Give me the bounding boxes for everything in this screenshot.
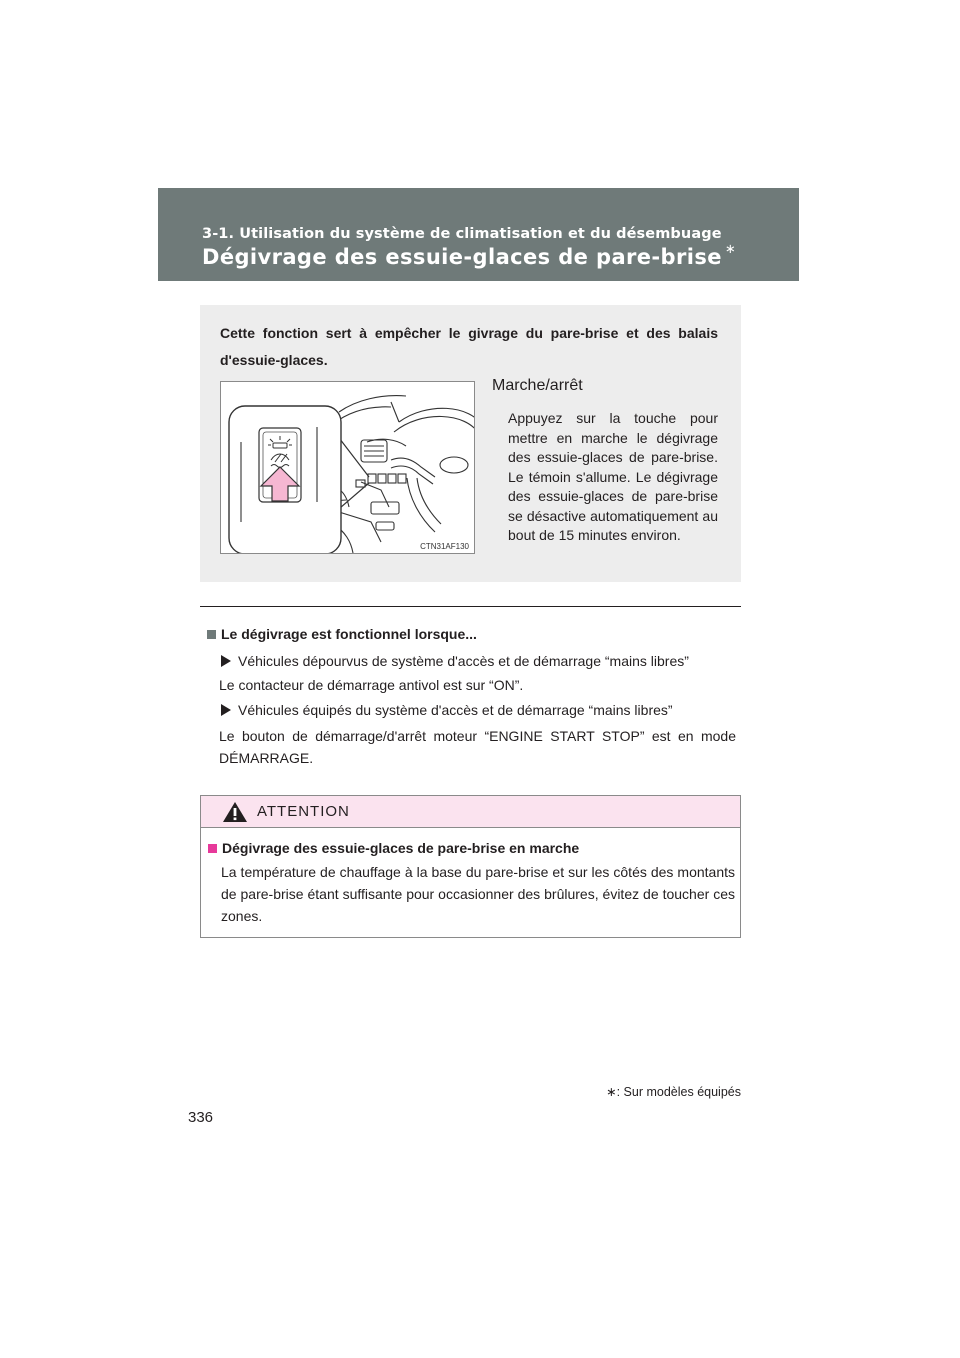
note-detail-2: Le bouton de démarrage/d'arrêt moteur “ENGINE START STOP” est en mode DÉMARRAGE. xyxy=(219,728,736,766)
mode-title: Marche/arrêt xyxy=(492,377,583,394)
intro-text: Cette fonction sert à empêcher le givrage du pare-brise et des balais d'essuie-glaces. xyxy=(220,325,718,368)
section-title: 3-1. Utilisation du système de climatisation et du désembuage xyxy=(202,226,722,242)
caution-box xyxy=(200,795,741,938)
dashboard-drawing xyxy=(221,382,474,553)
caution-title xyxy=(208,840,579,856)
caution-body: La température de chauffage à la base du pare-brise et sur les côtés des montants de pare-brise étant suffisante pour occasionner des brûlures, évitez de toucher ces zones. xyxy=(221,864,735,924)
note-heading-text: Le dégivrage est fonctionnel lorsque... xyxy=(221,626,477,642)
footnote: ∗: Sur modèles équipés xyxy=(606,1085,741,1099)
triangle-bullet-icon xyxy=(221,655,231,667)
note-condition-1: Véhicules dépourvus de système d'accès et de démarrage “mains libres” xyxy=(221,650,738,672)
divider xyxy=(200,606,741,607)
defroster-switch-illustration xyxy=(220,381,475,554)
square-bullet-icon xyxy=(207,630,216,639)
figure-code: CTN31AF130 xyxy=(420,542,469,551)
page-title xyxy=(202,242,737,269)
note-detail-1: Le contacteur de démarrage antivol est sur “ON”. xyxy=(219,677,524,693)
title-footnote-mark: ∗ xyxy=(724,242,737,257)
caution-header xyxy=(201,796,740,828)
mode-description: Appuyez sur la touche pour mettre en marche le dégivrage des essuie-glaces de pare-brise. Le témoin s'allume. Le dégivrage des essuie-glaces de pare-brise se désactive automatiquement au bout de 15 minutes environ. xyxy=(508,410,718,543)
caution-label: ATTENTION xyxy=(257,803,350,820)
caution-title-text: Dégivrage des essuie-glaces de pare-brise en marche xyxy=(222,840,580,856)
intro-panel xyxy=(200,305,741,582)
note-condition-2: Véhicules équipés du système d'accès et de démarrage “mains libres” xyxy=(221,699,738,721)
page-number: 336 xyxy=(188,1109,214,1126)
triangle-bullet-icon xyxy=(221,704,231,716)
warning-icon xyxy=(222,801,248,823)
section-header xyxy=(158,188,799,281)
square-bullet-icon xyxy=(208,844,217,853)
note-heading xyxy=(207,626,477,642)
page-title-text: Dégivrage des essuie-glaces de pare-brise xyxy=(202,245,722,269)
